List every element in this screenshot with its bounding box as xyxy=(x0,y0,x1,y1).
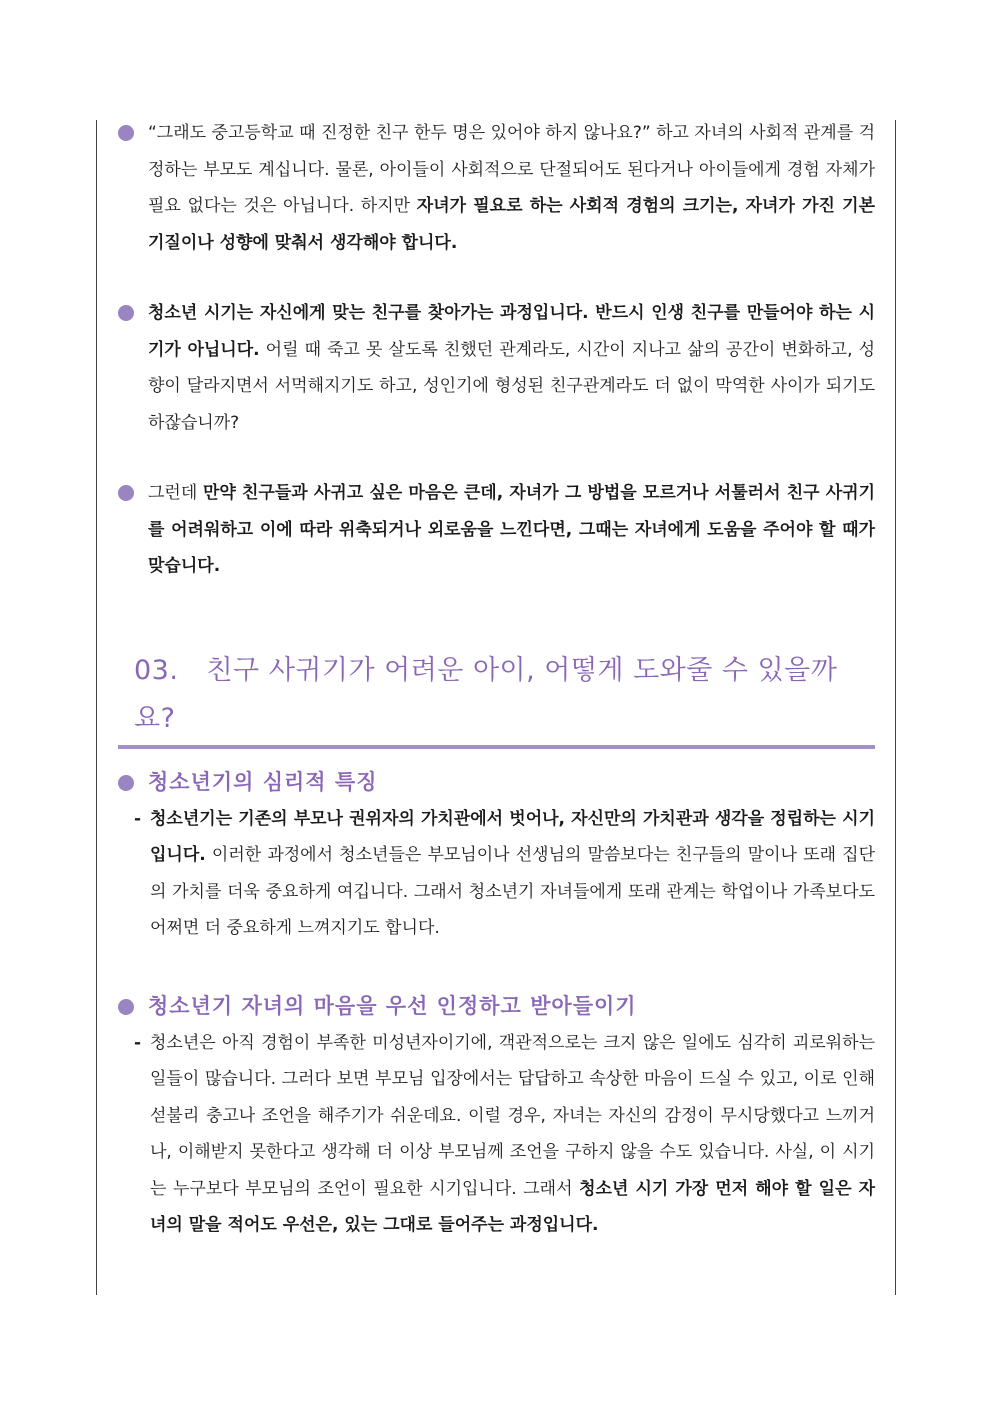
paragraph-text xyxy=(148,123,875,253)
dash-marker: - xyxy=(134,1032,142,1053)
bullet-paragraph-3 xyxy=(118,475,875,585)
bullet-dot-icon xyxy=(118,125,134,141)
bold-text-run: 청소년기는 기존의 부모나 권위자의 가치관에서 벗어나, 자신만의 가치관과 생각을 정립하는 시기입니다. xyxy=(150,808,875,865)
bullet-paragraph-2 xyxy=(118,295,875,441)
text-run: 이러한 과정에서 청소년들은 부모님이나 선생님의 말씀보다는 친구들의 말이나 또래 집단의 가치를 더욱 중요하게 여깁니다. 그래서 청소년기 자녀들에게 또래 관계는 학업이나 가족보다도 어쩌면 더 중요하게 느껴지기도 합니다. xyxy=(150,845,875,938)
section-number: 03. xyxy=(134,654,179,686)
subsection-title: 청소년기 자녀의 마음을 우선 인정하고 받아들이기 xyxy=(148,993,637,1018)
section-underline xyxy=(118,745,875,749)
section-heading xyxy=(118,647,875,743)
bullet-dot-icon xyxy=(118,999,134,1015)
section-title-text: 친구 사귀기가 어려운 아이, 어떻게 도와줄 수 있을까요? xyxy=(134,654,838,734)
text-run: “그래도 중고등학교 때 진정한 친구 한두 명은 있어야 하지 않나요?” 하고 자녀의 사회적 관계를 걱정하는 부모도 계십니다. 물론, 아이들이 사회적으로 단절되어도 된다거나 아이들에게 경험 자체가 필요 없다는 것은 아닙니다. 하지만 xyxy=(148,123,875,216)
paragraph-text xyxy=(150,809,875,939)
bold-text-run: 청소년 시기는 자신에게 맞는 친구를 찾아가는 과정입니다. 반드시 인생 친구를 만들어야 하는 시기가 아닙니다. xyxy=(148,303,875,360)
text-run: 어릴 때 죽고 못 살도록 친했던 관계라도, 시간이 지나고 삶의 공간이 변화하고, 성향이 달라지면서 서먹해지기도 하고, 성인기에 형성된 친구관계라도 더 없이 막역한 사이가 되기도 하잖습니까? xyxy=(148,339,875,433)
text-run: 그런데 xyxy=(148,483,203,503)
subsection-heading-1 xyxy=(118,763,875,801)
paragraph-text xyxy=(148,483,875,576)
paragraph-text xyxy=(148,303,875,433)
bold-text-run: 자녀가 필요로 하는 사회적 경험의 크기는, 자녀가 가진 기본 기질이나 성향에 맞춰서 생각해야 합니다. xyxy=(148,196,875,253)
subsection-title: 청소년기의 심리적 특징 xyxy=(148,769,378,794)
bold-text-run: 청소년 시기 가장 먼저 해야 할 일은 자녀의 말을 적어도 우선은, 있는 그대로 들어주는 과정입니다. xyxy=(150,1178,876,1235)
bullet-paragraph-1 xyxy=(118,115,875,261)
subsection-paragraph-2 xyxy=(118,1025,875,1244)
subsection-paragraph-1 xyxy=(118,801,875,947)
bold-text-run: 만약 친구들과 사귀고 싶은 마음은 큰데, 자녀가 그 방법을 모르거나 서툴러서 친구 사귀기를 어려워하고 이에 따라 위축되거나 외로움을 느낀다면, 그때는 자녀에게 도움을 주어야 할 때가 맞습니다. xyxy=(148,483,875,576)
subsection-heading-2 xyxy=(118,987,875,1025)
bullet-dot-icon xyxy=(118,775,134,791)
bullet-dot-icon xyxy=(118,305,134,321)
paragraph-text xyxy=(150,1033,875,1236)
document-body xyxy=(118,115,875,1284)
bullet-dot-icon xyxy=(118,485,134,501)
left-margin-line xyxy=(96,120,97,1295)
dash-marker: - xyxy=(134,808,142,829)
right-margin-line xyxy=(895,120,896,1295)
text-run: 청소년은 아직 경험이 부족한 미성년자이기에, 객관적으로는 크지 않은 일에도 심각히 괴로워하는 일들이 많습니다. 그러다 보면 부모님 입장에서는 답답하고 속상한 마음이 드실 수 있고, 이로 인해 섣불리 충고나 조언을 해주기가 쉬운데요. 이럴 경우, 자녀는 자신의 감정이 무시당했다고 느끼거나, 이해받지 못한다고 생각해 더 이상 부모님께 조언을 구하지 않을 수도 있습니다. 사실, 이 시기는 누구보다 부모님의 조언이 필요한 시기입니다. 그래서 xyxy=(150,1032,875,1199)
